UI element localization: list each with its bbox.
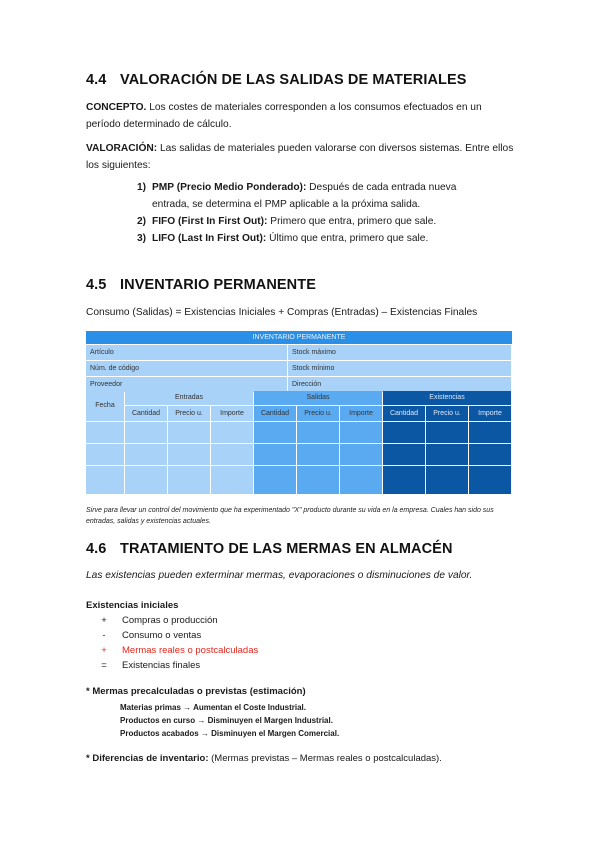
list-item: Materias primas → Aumentan el Coste Industrial. — [120, 703, 306, 712]
fecha-header: Fecha — [86, 391, 124, 421]
data-cell — [426, 444, 468, 465]
valuation-methods-list — [124, 179, 490, 247]
operation-symbol: + — [101, 645, 107, 656]
item-number: 2) — [136, 216, 146, 227]
table-info-row — [86, 345, 512, 360]
stock-minimo-cell: Stock mínimo — [288, 361, 511, 376]
section-number: 4.6 — [86, 541, 107, 557]
data-cell — [254, 444, 296, 465]
data-cell — [211, 422, 253, 443]
mermas-previstas-list — [120, 701, 339, 740]
subcol-header: Cantidad — [383, 406, 425, 421]
diferencias-inventario — [86, 753, 442, 764]
list-item — [124, 179, 490, 213]
subcol-header: Cantidad — [125, 406, 167, 421]
item-term: FIFO (First In First Out): — [152, 216, 268, 227]
data-cell — [469, 466, 511, 494]
mermas-previstas-title: * Mermas precalculadas o previstas (estimación) — [86, 686, 306, 697]
section-title: VALORACIÓN DE LAS SALIDAS DE MATERIALES — [120, 72, 467, 88]
subcol-header: Precio u. — [426, 406, 468, 421]
data-cell — [426, 466, 468, 494]
articulo-cell: Artículo — [86, 345, 287, 360]
list-item: Productos en curso → Disminuyen el Margen Industrial. — [120, 716, 333, 725]
operation-symbol: = — [101, 660, 107, 671]
group-header-entradas: Entradas — [125, 391, 253, 405]
valoracion-text: Las salidas de materiales pueden valorarse con diversos sistemas. Entre ellos los siguientes: — [86, 143, 514, 171]
operation-text: Consumo o ventas — [122, 630, 202, 641]
mermas-operations — [86, 598, 258, 673]
codigo-cell: Núm. de código — [86, 361, 287, 376]
consumo-formula: Consumo (Salidas) = Existencias Iniciales + Compras (Entradas) – Existencias Finales — [86, 307, 478, 318]
list-item: Productos acabados → Disminuyen el Margen Comercial. — [120, 729, 340, 738]
data-cell — [125, 444, 167, 465]
group-header-existencias: Existencias — [383, 391, 511, 405]
operation-row — [86, 658, 258, 673]
section-4-5-heading — [86, 277, 316, 293]
valoracion-paragraph — [86, 140, 514, 174]
concepto-paragraph — [86, 99, 514, 133]
proveedor-cell: Proveedor — [86, 377, 287, 392]
list-item — [124, 230, 490, 247]
data-cell — [168, 444, 210, 465]
data-cell — [297, 444, 339, 465]
data-cell — [426, 422, 468, 443]
table-caption: Sirve para llevar un control del movimiento que ha experimentado "X" producto durante su vida en la empresa. Cuales han sido sus entradas, salidas y existencias actuales. — [86, 507, 494, 525]
mermas-intro: Las existencias pueden exterminar mermas, evaporaciones o disminuciones de valor. — [86, 570, 473, 581]
section-number: 4.5 — [86, 277, 107, 293]
subcol-header: Precio u. — [297, 406, 339, 421]
operation-row — [86, 628, 258, 643]
group-header-salidas: Salidas — [254, 391, 382, 405]
data-cell — [254, 466, 296, 494]
operation-row — [86, 613, 258, 628]
operation-row — [86, 643, 258, 658]
data-cell — [168, 466, 210, 494]
valoracion-label: VALORACIÓN: — [86, 143, 158, 154]
diferencias-label: * Diferencias de inventario: — [86, 753, 209, 764]
subcol-header: Importe — [340, 406, 382, 421]
data-cell — [297, 422, 339, 443]
inventory-table — [86, 331, 512, 417]
direccion-cell: Dirección — [288, 377, 511, 392]
concepto-label: CONCEPTO. — [86, 102, 147, 113]
list-item — [124, 213, 490, 230]
operation-symbol: + — [101, 615, 107, 626]
section-number: 4.4 — [86, 72, 107, 88]
fecha-cell — [86, 422, 124, 443]
item-number: 1) — [136, 182, 146, 193]
table-title: INVENTARIO PERMANENTE — [86, 331, 512, 344]
data-cell — [211, 444, 253, 465]
data-cell — [254, 422, 296, 443]
operation-text: Compras o producción — [122, 615, 218, 626]
data-cell — [383, 444, 425, 465]
data-cell — [383, 422, 425, 443]
item-term: PMP (Precio Medio Ponderado): — [152, 182, 307, 193]
data-cell — [297, 466, 339, 494]
table-info-row — [86, 361, 512, 376]
operation-symbol: - — [102, 630, 106, 641]
section-title: INVENTARIO PERMANENTE — [120, 277, 316, 293]
item-text: Último que entra, primero que sale. — [266, 233, 429, 244]
subcol-header: Precio u. — [168, 406, 210, 421]
section-4-4-heading — [86, 72, 467, 88]
fecha-cell — [86, 444, 124, 465]
operation-text: Existencias finales — [122, 660, 201, 671]
data-cell — [168, 422, 210, 443]
item-text: Primero que entra, primero que sale. — [267, 216, 437, 227]
stock-maximo-cell: Stock máximo — [288, 345, 511, 360]
item-number: 3) — [136, 233, 146, 244]
data-cell — [469, 422, 511, 443]
table-info-row — [86, 377, 512, 392]
data-cell — [340, 422, 382, 443]
movement-grid — [86, 391, 512, 496]
data-cell — [340, 466, 382, 494]
section-title: TRATAMIENTO DE LAS MERMAS EN ALMACÉN — [120, 541, 453, 557]
data-cell — [340, 444, 382, 465]
section-4-6-heading — [86, 541, 453, 557]
fecha-cell — [86, 466, 124, 494]
item-text: Después de cada entrada nueva entrada, se determina el PMP aplicable a la próxima salida. — [152, 182, 457, 210]
data-cell — [211, 466, 253, 494]
diferencias-text: (Mermas previstas – Mermas reales o postcalculadas). — [208, 753, 442, 764]
subcol-header: Importe — [469, 406, 511, 421]
subcol-header: Importe — [211, 406, 253, 421]
existencias-iniciales-label: Existencias iniciales — [86, 600, 179, 611]
data-cell — [469, 444, 511, 465]
concepto-text: Los costes de materiales corresponden a los consumos efectuados en un período determinado de cálculo. — [86, 102, 482, 130]
operation-text: Mermas reales o postcalculadas — [122, 645, 259, 656]
item-term: LIFO (Last In First Out): — [152, 233, 267, 244]
data-cell — [383, 466, 425, 494]
data-cell — [125, 422, 167, 443]
data-cell — [125, 466, 167, 494]
subcol-header: Cantidad — [254, 406, 296, 421]
